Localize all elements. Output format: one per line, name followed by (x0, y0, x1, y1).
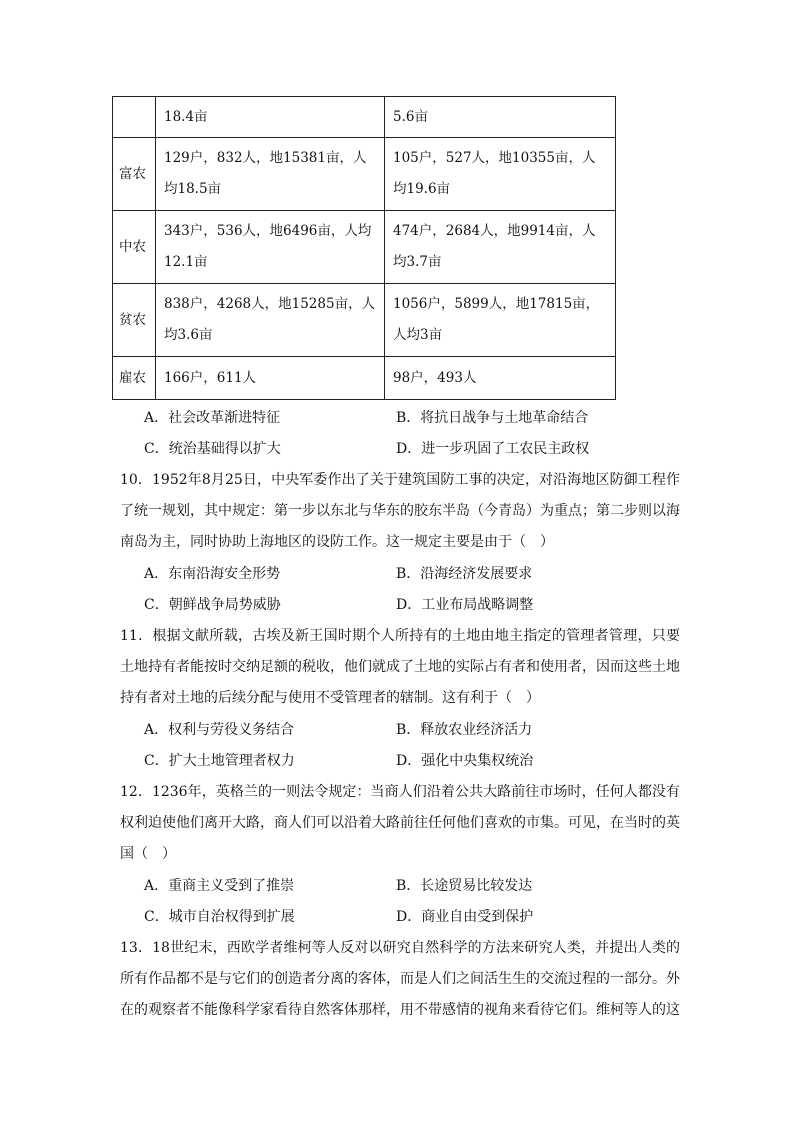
column-1-cell: 838户，4268人，地15285亩，人均3.6亩 (156, 284, 385, 357)
column-1-cell: 129户，832人，地15381亩，人均18.5亩 (156, 138, 385, 211)
column-2-cell: 98户，493人 (385, 357, 616, 400)
q10-option-a[interactable]: A．东南沿海安全形势 (144, 566, 281, 582)
q11-option-b[interactable]: B．释放农业经济活力 (396, 722, 533, 738)
q10-options-row-1 (144, 563, 664, 591)
row-label (113, 97, 156, 138)
q11-options-row-1 (144, 719, 664, 747)
q10-stem: 10．1952年8月25日，中央军委作出了关于建筑国防工事的决定，对沿海地区防御工程作了统一规划，其中规定：第一步以东北与华东的胶东半岛（今青岛）为重点；第二步则以海南岛为主，同时协助上海地区的设防工作。这一规定主要是由于（ ） (120, 472, 680, 550)
land-distribution-table (112, 96, 616, 400)
q11-option-d[interactable]: D．强化中央集权统治 (396, 753, 534, 769)
q9-option-d[interactable]: D．进一步巩固了工农民主政权 (396, 441, 590, 457)
q12-option-d[interactable]: D．商业自由受到保护 (396, 909, 534, 925)
column-1-cell: 18.4亩 (156, 97, 385, 138)
table-row (113, 284, 616, 357)
column-2-cell: 474户，2684人，地9914亩，人均3.7亩 (385, 211, 616, 284)
column-2-cell: 1056户，5899人，地17815亩，人均3亩 (385, 284, 616, 357)
q9-option-a[interactable]: A．社会改革渐进特征 (144, 410, 281, 426)
q11-options-row-2 (144, 750, 664, 778)
q12-option-c[interactable]: C．城市自治权得到扩展 (144, 909, 295, 925)
table-row (113, 97, 616, 138)
row-label: 贫农 (113, 284, 156, 357)
table-row (113, 211, 616, 284)
q9-options-row-2 (144, 438, 664, 466)
q11-option-c[interactable]: C．扩大土地管理者权力 (144, 753, 295, 769)
row-label: 中农 (113, 211, 156, 284)
q10-option-d[interactable]: D．工业布局战略调整 (396, 597, 534, 613)
column-2-cell: 5.6亩 (385, 97, 616, 138)
q10-option-b[interactable]: B．沿海经济发展要求 (396, 566, 533, 582)
q9-options-row-1 (144, 407, 664, 435)
q10-options-row-2 (144, 594, 664, 622)
q9-option-b[interactable]: B．将抗日战争与土地革命结合 (396, 410, 589, 426)
q9-option-c[interactable]: C．统治基础得以扩大 (144, 441, 281, 457)
q13-stem: 13．18世纪末，西欧学者维柯等人反对以研究自然科学的方法来研究人类，并提出人类的所有作品都不是与它们的创造者分离的客体，而是人们之间活生生的交流过程的一部分。外在的观察者不能像科学家看待自然客体那样，用不带感情的视角来看待它们。维柯等人的这 (120, 940, 680, 1018)
q12-option-b[interactable]: B．长途贸易比较发达 (396, 878, 533, 894)
q12-options-row-1 (144, 875, 664, 903)
q12-option-a[interactable]: A．重商主义受到了推崇 (144, 878, 295, 894)
table-row (113, 357, 616, 400)
column-2-cell: 105户，527人，地10355亩，人均19.6亩 (385, 138, 616, 211)
q10-option-c[interactable]: C．朝鲜战争局势威胁 (144, 597, 281, 613)
q12-stem: 12．1236年，英格兰的一则法令规定：当商人们沿着公共大路前往市场时，任何人都没有权利迫使他们离开大路，商人们可以沿着大路前往任何他们喜欢的市集。可见，在当时的英国（ ） (120, 784, 680, 862)
q11-stem: 11．根据文献所载，古埃及新王国时期个人所持有的土地由地主指定的管理者管理，只要土地持有者能按时交纳足额的税收，他们就成了土地的实际占有者和使用者，因而这些土地持有者对土地的后续分配与使用不受管理者的辖制。这有利于（ ） (120, 628, 680, 706)
row-label: 富农 (113, 138, 156, 211)
q11-option-a[interactable]: A．权利与劳役义务结合 (144, 722, 295, 738)
column-1-cell: 343户，536人，地6496亩，人均12.1亩 (156, 211, 385, 284)
column-1-cell: 166户，611人 (156, 357, 385, 400)
table-row (113, 138, 616, 211)
q12-options-row-2 (144, 906, 664, 934)
row-label: 雇农 (113, 357, 156, 400)
